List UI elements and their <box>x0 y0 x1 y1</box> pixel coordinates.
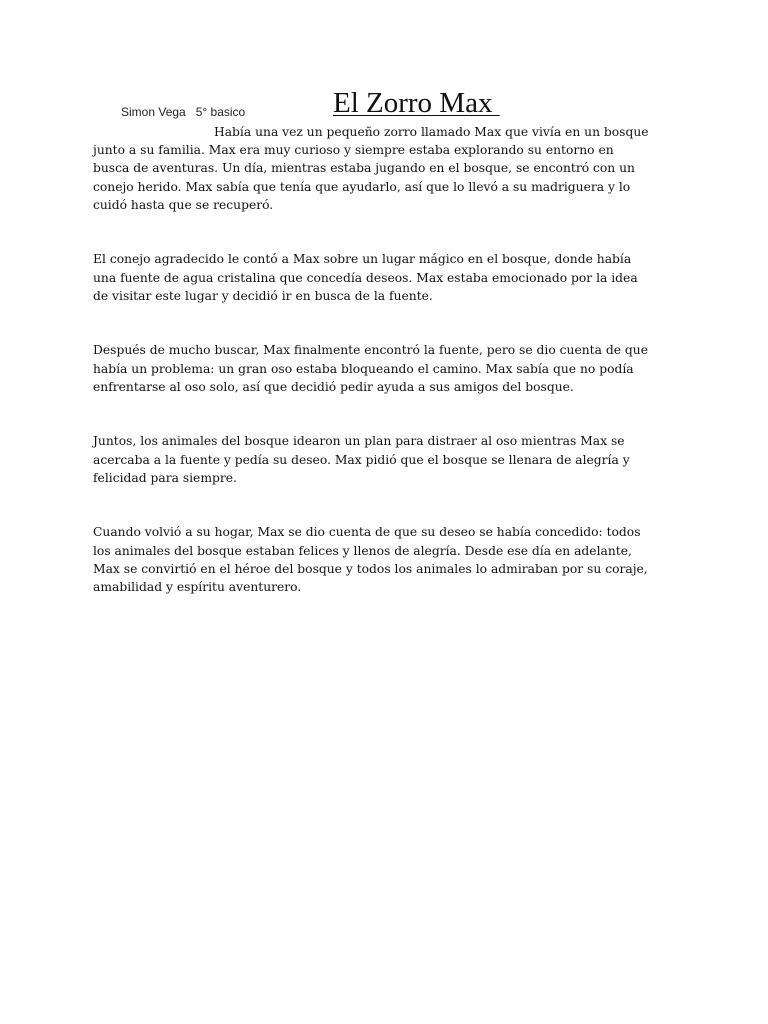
text-line: Después de mucho buscar, Max finalmente encontró la fuente, pero se dio cuenta de que <box>93 343 648 358</box>
text-line: Había una vez un pequeño zorro llamado Max que vivía en un bosque <box>214 125 649 139</box>
paragraph-5 <box>93 523 683 596</box>
text-line: busca de aventuras. Un día, mientras estaba jugando en el bosque, se encontró con un <box>93 161 635 176</box>
text-line: una fuente de agua cristalina que concedía deseos. Max estaba emocionado por la idea <box>93 270 638 285</box>
text-line: Max se convirtió en el héroe del bosque y todos los animales lo admiraban por su coraje, <box>93 561 648 576</box>
paragraph-3 <box>93 341 683 396</box>
author-line: Simon Vega 5° basico <box>121 105 246 119</box>
text-line: los animales del bosque estaban felices y llenos de alegría. Desde ese día en adelante, <box>93 543 632 558</box>
text-line: había un problema: un gran oso estaba bloqueando el camino. Max sabía que no podía <box>93 361 634 376</box>
text-line: enfrentarse al oso solo, así que decidió pedir ayuda a sus amigos del bosque. <box>93 379 574 394</box>
text-line: amabilidad y espíritu aventurero. <box>93 580 302 595</box>
text-line: junto a su familia. Max era muy curioso y siempre estaba explorando su entorno en <box>93 143 614 158</box>
text-line: acercaba a la fuente y pedía su deseo. Max pidió que el bosque se llenara de alegría y <box>93 452 630 467</box>
text-line: Cuando volvió a su hogar, Max se dio cuenta de que su deseo se había concedido: todos <box>93 525 641 540</box>
text-line: felicidad para siempre. <box>93 470 237 485</box>
text-line: de visitar este lugar y decidió ir en busca de la fuente. <box>93 288 433 303</box>
text-line: Juntos, los animales del bosque idearon un plan para distraer al oso mientras Max se <box>93 434 625 449</box>
text-line: El conejo agradecido le contó a Max sobre un lugar mágico en el bosque, donde había <box>93 252 632 267</box>
paragraph-4 <box>93 432 683 487</box>
paragraph-1 <box>93 123 683 214</box>
document-body <box>93 123 683 633</box>
document-title: El Zorro Max <box>333 87 500 119</box>
text-line: cuidó hasta que se recuperó. <box>93 197 274 212</box>
text-line: conejo herido. Max sabía que tenía que ayudarlo, así que lo llevó a su madriguera y lo <box>93 179 631 194</box>
paragraph-2 <box>93 250 683 305</box>
